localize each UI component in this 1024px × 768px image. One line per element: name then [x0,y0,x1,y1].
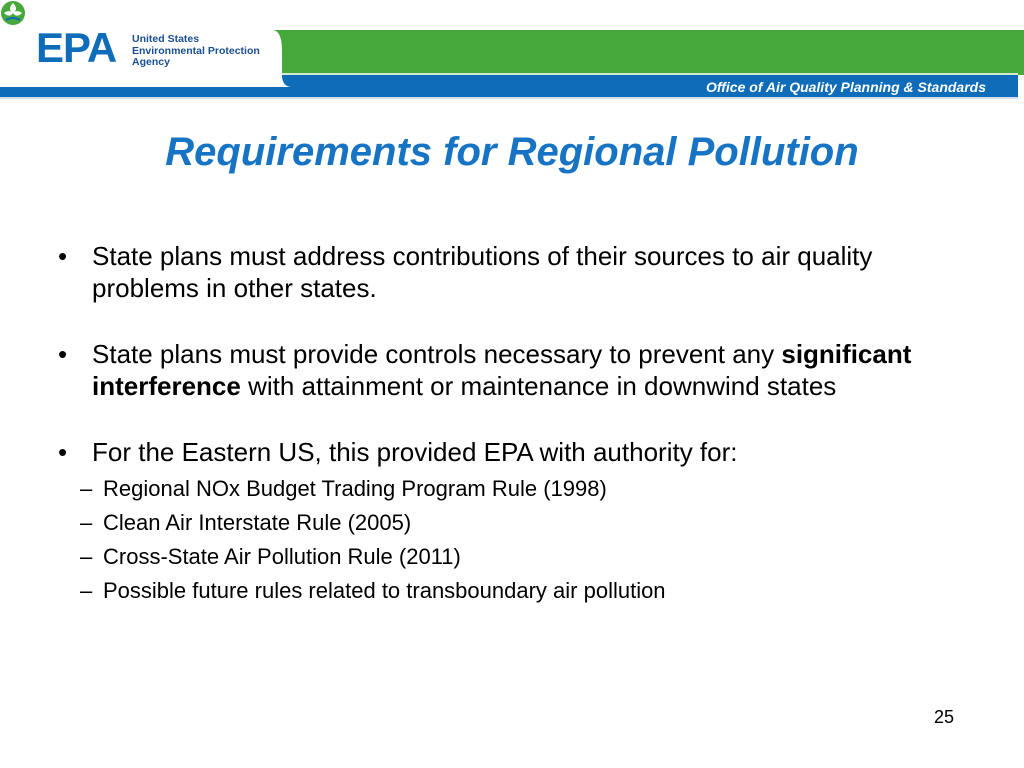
sub-bullet-item [58,574,958,608]
sub-bullet-text: Clean Air Interstate Rule (2005) [103,510,412,535]
sub-bullet-item [58,472,958,506]
bullet-marker: • [58,437,68,467]
agency-line: Environmental Protection [132,44,260,57]
bullet-text: State plans must provide controls necessary to prevent any [92,339,782,369]
sub-bullet-marker: – [80,510,93,535]
sub-bullet-item [58,506,958,540]
slide-content [58,240,958,608]
sub-bullet-text: Cross-State Air Pollution Rule (2011) [103,544,461,569]
bullet-text: with attainment or maintenance in downwind states [240,371,837,401]
sub-bullet-marker: – [80,476,93,501]
slide-title: Requirements for Regional Pollution [165,130,859,174]
epa-logo-text: EPA [36,24,117,71]
agency-line: United States [132,33,200,45]
page-number: 25 [934,707,955,727]
agency-line: Agency [132,56,170,68]
bullet-marker: • [58,241,68,271]
logo-notch [0,75,292,87]
sub-bullet-text: Regional NOx Budget Trading Program Rule (1998) [103,476,607,501]
bullet-text: State plans must address contributions of their sources to air quality problems in other states. [92,241,873,303]
sub-bullet-list [58,472,958,608]
office-label: Office of Air Quality Planning & Standards [705,79,986,95]
bullet-item [58,240,958,304]
sub-bullet-text: Possible future rules related to transboundary air pollution [103,578,666,603]
sub-bullet-marker: – [80,578,93,603]
bullet-bold-text: significant interference [92,339,912,401]
sub-bullet-item [58,540,958,574]
bullet-marker: • [58,339,68,369]
bullet-text: For the Eastern US, this provided EPA with authority for: [92,437,738,467]
sub-bullet-marker: – [80,544,93,569]
epa-flower-icon [0,0,26,26]
agency-name [132,34,260,69]
bullet-item [58,338,958,402]
slide-header [0,0,1024,100]
bullet-item [58,436,958,468]
